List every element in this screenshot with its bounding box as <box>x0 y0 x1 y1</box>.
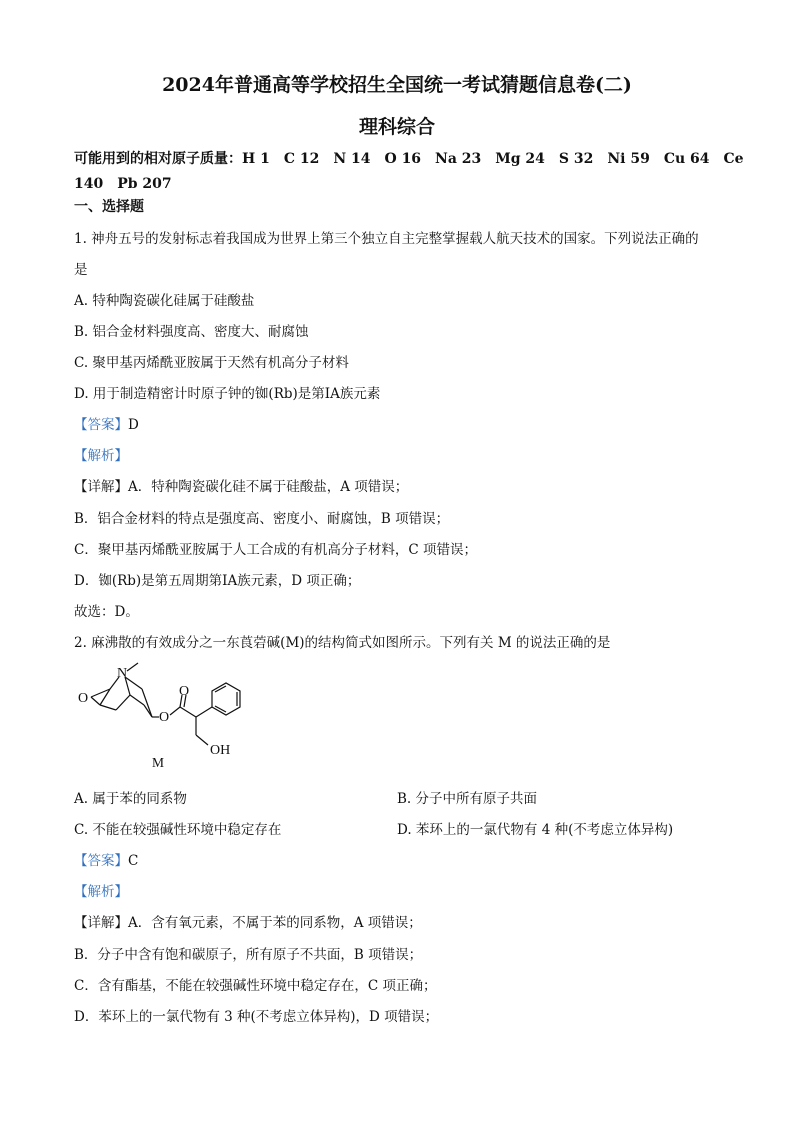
molecule-bonds <box>91 663 240 745</box>
q1-stem-line-1: 1. 神舟五号的发射标志着我国成为世界上第三个独立自主完整掌握载人航天技术的国家。下列说法正确的 <box>74 231 699 247</box>
atom-n: N <box>117 666 128 681</box>
q2-answer <box>74 849 138 869</box>
detail-text: A．含有氧元素，不属于苯的同系物，A 项错误； <box>128 915 422 931</box>
q1-answer <box>74 413 139 433</box>
molecule-label: M <box>152 755 165 770</box>
q2-option-c: C. 不能在较强碱性环境中稳定存在 <box>74 822 282 838</box>
q1-option-a: A. 特种陶瓷碳化硅属于硅酸盐 <box>74 293 255 309</box>
q1-conclusion: 故选：D。 <box>74 604 139 620</box>
q1-option-b: B. 铝合金材料强度高、密度大、耐腐蚀 <box>74 324 309 340</box>
q1-analysis <box>74 444 128 464</box>
answer-value: D <box>128 417 139 433</box>
answer-tag: 【答案】 <box>74 417 128 433</box>
q2-detail-b: B．分子中含有饱和碳原子，所有原子不共面，B 项错误； <box>74 947 423 963</box>
q2-option-b: B. 分子中所有原子共面 <box>397 791 538 807</box>
exam-subtitle: 理科综合 <box>358 116 435 138</box>
atom-o-ester: O <box>159 710 170 725</box>
atomic-mass-line-1: 可能用到的相对原子质量：H 1 C 12 N 14 O 16 Na 23 Mg 24 S 32 Ni 59 Cu 64 Ce <box>74 151 744 167</box>
detail-tag: 【详解】 <box>74 915 128 931</box>
q2-detail-c: C．含有酯基，不能在较强碱性环境中稳定存在，C 项正确； <box>74 978 437 994</box>
atomic-mass-line-2: 140 Pb 207 <box>74 176 172 192</box>
detail-tag: 【详解】 <box>74 479 128 495</box>
q2-detail-d: D．苯环上的一氯代物有 3 种(不考虑立体异构)，D 项错误； <box>74 1009 439 1025</box>
atom-o-carbonyl: O <box>179 684 190 699</box>
q2-option-d: D. 苯环上的一氯代物有 4 种(不考虑立体异构) <box>397 822 674 838</box>
q1-stem-line-2: 是 <box>74 262 88 278</box>
answer-value: C <box>128 853 139 869</box>
q1-detail-b: B．铝合金材料的特点是强度高、密度小、耐腐蚀，B 项错误； <box>74 511 450 527</box>
atom-o-epoxide: O <box>78 691 89 706</box>
q1-detail-a <box>74 475 408 495</box>
q2-detail-a <box>74 911 422 931</box>
q1-detail-c: C．聚甲基丙烯酰亚胺属于人工合成的有机高分子材料，C 项错误； <box>74 542 477 558</box>
q2-stem: 2. 麻沸散的有效成分之一东莨菪碱(M)的结构简式如图所示。下列有关 M 的说法正确的是 <box>74 635 611 651</box>
exam-title: 2024年普通高等学校招生全国统一考试猜题信息卷(二) <box>162 74 632 96</box>
analysis-tag: 【解析】 <box>74 884 128 900</box>
answer-tag: 【答案】 <box>74 853 128 869</box>
detail-text: A．特种陶瓷碳化硅不属于硅酸盐，A 项错误； <box>128 479 409 495</box>
q2-option-a: A. 属于苯的同系物 <box>74 791 187 807</box>
q1-option-d: D. 用于制造精密计时原子钟的铷(Rb)是第ⅠA族元素 <box>74 386 381 402</box>
group-oh: OH <box>210 743 231 758</box>
analysis-tag: 【解析】 <box>74 448 128 464</box>
q2-analysis <box>74 880 128 900</box>
scopolamine-structure <box>70 655 260 770</box>
q1-option-c: C. 聚甲基丙烯酰亚胺属于天然有机高分子材料 <box>74 355 349 371</box>
q1-detail-d: D．铷(Rb)是第五周期第ⅠA族元素，D 项正确； <box>74 573 361 589</box>
section-heading: 一、选择题 <box>74 199 144 215</box>
